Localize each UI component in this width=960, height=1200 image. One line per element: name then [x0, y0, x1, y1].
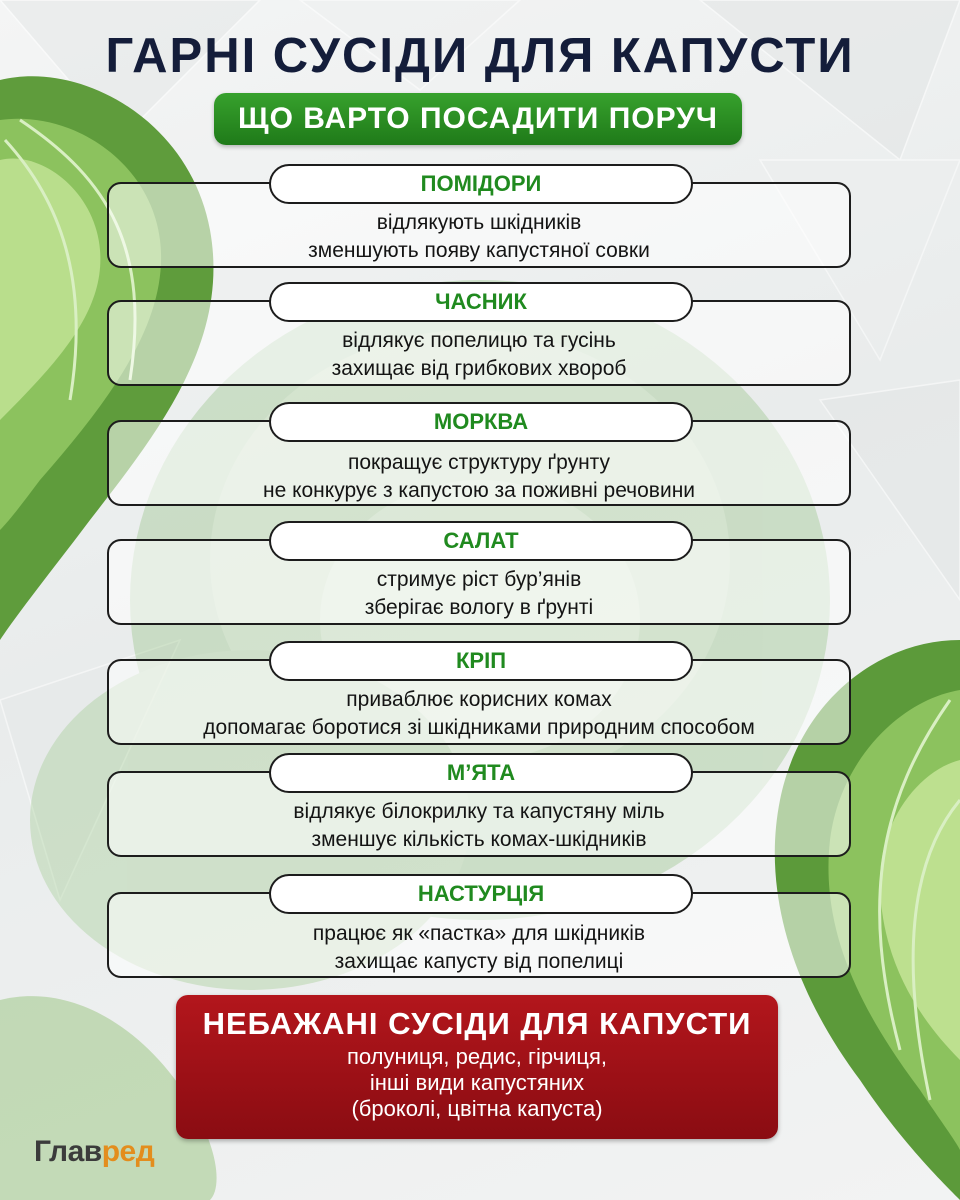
bad-neighbors-line: інші види капустяних: [369, 1070, 585, 1095]
description-line: приваблює корисних комах: [346, 688, 612, 711]
bad-neighbors-title: НЕБАЖАНІ СУСІДИ ДЛЯ КАПУСТИ: [202, 1006, 752, 1041]
plant-label-dill: КРІП: [269, 641, 693, 681]
logo-part-2: ред: [101, 1135, 155, 1168]
bad-neighbors-line: полуниця, редис, гірчиця,: [346, 1044, 608, 1069]
plant-description-nasturtium: [107, 920, 851, 976]
subtitle-banner: ЩО ВАРТО ПОСАДИТИ ПОРУЧ: [214, 93, 742, 145]
plant-description-mint: [107, 798, 851, 854]
page-title: ГАРНІ СУСІДИ ДЛЯ КАПУСТИ: [105, 29, 855, 83]
description-line: працює як «пастка» для шкідників: [312, 922, 646, 945]
plant-description-dill: [107, 686, 851, 742]
description-line: допомагає боротися зі шкідниками природним способом: [203, 716, 755, 739]
bad-neighbors-line: (броколі, цвітна капуста): [351, 1096, 603, 1121]
description-line: захищає капусту від попелиці: [334, 950, 624, 973]
plant-label-carrot: МОРКВА: [269, 402, 693, 442]
description-line: покращує структуру ґрунту: [347, 451, 611, 474]
glavred-logo: [34, 1135, 154, 1169]
description-line: стримує ріст бур’янів: [376, 568, 582, 591]
description-line: відлякують шкідників: [376, 211, 582, 234]
description-line: відлякує попелицю та гусінь: [342, 329, 616, 352]
plant-label-nasturtium: НАСТУРЦІЯ: [269, 874, 693, 914]
description-line: відлякує білокрилку та капустяну міль: [293, 800, 665, 823]
plant-description-garlic: [107, 327, 851, 383]
logo-part-1: Глав: [34, 1135, 102, 1168]
plant-label-garlic: ЧАСНИК: [269, 282, 693, 322]
description-line: зберігає вологу в ґрунті: [364, 596, 594, 619]
description-line: захищає від грибкових хвороб: [331, 357, 627, 380]
plant-description-lettuce: [107, 566, 851, 622]
description-line: зменшують появу капустяної совки: [308, 239, 650, 262]
description-line: не конкурує з капустою за поживні речовини: [262, 479, 696, 502]
description-line: зменшує кількість комах-шкідників: [311, 828, 647, 851]
plant-description-carrot: [107, 449, 851, 505]
plant-label-lettuce: САЛАТ: [269, 521, 693, 561]
plant-label-mint: М’ЯТА: [269, 753, 693, 793]
bad-neighbors-box: [176, 995, 778, 1139]
plant-description-tomatoes: [107, 209, 851, 265]
plant-label-tomatoes: ПОМІДОРИ: [269, 164, 693, 204]
